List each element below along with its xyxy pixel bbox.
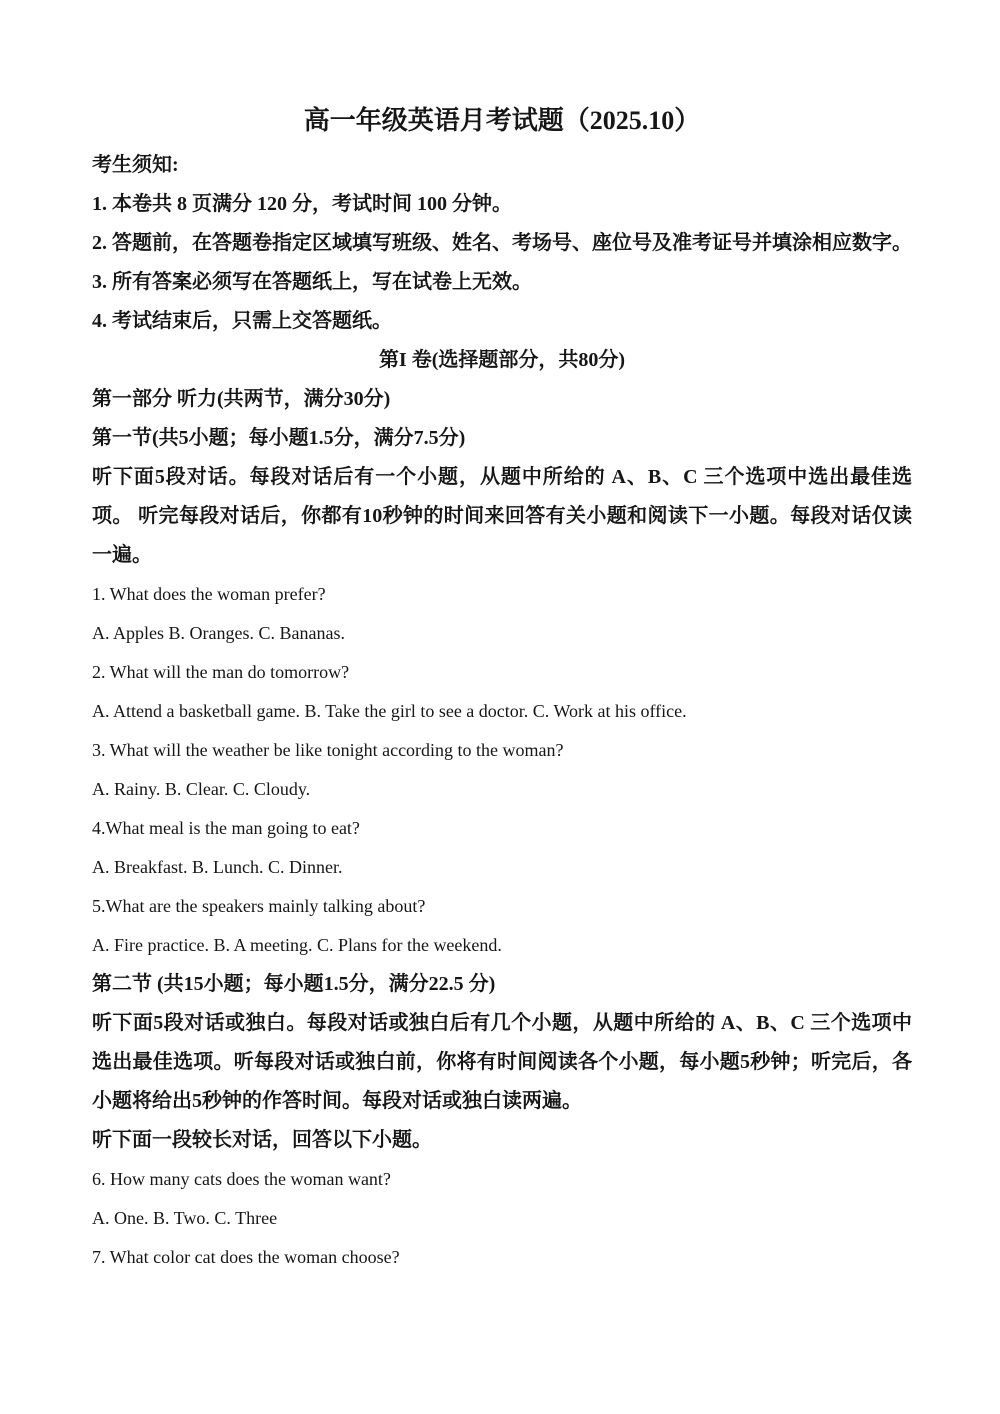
question-6-text: 6. How many cats does the woman want? xyxy=(92,1169,391,1189)
question-6-options: A. One. B. Two. C. Three xyxy=(92,1208,278,1228)
notice-item-2: 2. 答题前，在答题卷指定区域填写班级、姓名、考场号、座位号及准考证号并填涂相应数字。 xyxy=(92,232,912,254)
question-2-text: 2. What will the man do tomorrow? xyxy=(92,662,350,682)
question-5-text: 5.What are the speakers mainly talking about? xyxy=(92,896,426,916)
question-3-options: A. Rainy. B. Clear. C. Cloudy. xyxy=(92,779,311,799)
question-3-text: 3. What will the weather be like tonight according to the woman? xyxy=(92,740,564,760)
notice-item-1: 1. 本卷共 8 页满分 120 分，考试时间 100 分钟。 xyxy=(92,193,512,215)
question-1-text: 1. What does the woman prefer? xyxy=(92,584,326,604)
question-2-options: A. Attend a basketball game. B. Take the girl to see a doctor. C. Work at his office. xyxy=(92,701,687,721)
question-4-options: A. Breakfast. B. Lunch. C. Dinner. xyxy=(92,857,343,877)
section1-instructions: 听下面5段对话。每段对话后有一个小题，从题中所给的 A、B、C 三个选项中选出最佳选项。 听完每段对话后，你都有10秒钟的时间来回答有关小题和阅读下一小题。每段对话仅读一遍。 xyxy=(92,466,912,566)
volume-heading: 第I 卷(选择题部分，共80分) xyxy=(378,349,626,371)
notice-item-4: 4. 考试结束后，只需上交答题纸。 xyxy=(92,310,392,332)
section1-heading: 第一节(共5小题；每小题1.5分，满分7.5分) xyxy=(92,427,466,449)
dialog-intro: 听下面一段较长对话，回答以下小题。 xyxy=(92,1129,432,1151)
exam-title: 高一年级英语月考试题（2025.10） xyxy=(303,106,701,135)
question-5-options: A. Fire practice. B. A meeting. C. Plans for the weekend. xyxy=(92,935,502,955)
question-4-text: 4.What meal is the man going to eat? xyxy=(92,818,360,838)
part1-heading: 第一部分 听力(共两节，满分30分) xyxy=(92,388,391,410)
question-7-text: 7. What color cat does the woman choose? xyxy=(92,1247,400,1267)
question-1-options: A. Apples B. Oranges. C. Bananas. xyxy=(92,623,345,643)
section2-instructions: 听下面5段对话或独白。每段对话或独白后有几个小题，从题中所给的 A、B、C 三个选项中选出最佳选项。听每段对话或独白前，你将有时间阅读各个小题，每小题5秒钟；听完后，各小题将给出5秒钟的作答时间。每段对话或独白读两遍。 xyxy=(92,1012,912,1112)
section2-heading: 第二节 (共15小题；每小题1.5分，满分22.5 分) xyxy=(92,973,496,995)
notice-heading: 考生须知: xyxy=(92,154,179,176)
notice-item-3: 3. 所有答案必须写在答题纸上，写在试卷上无效。 xyxy=(92,271,532,293)
